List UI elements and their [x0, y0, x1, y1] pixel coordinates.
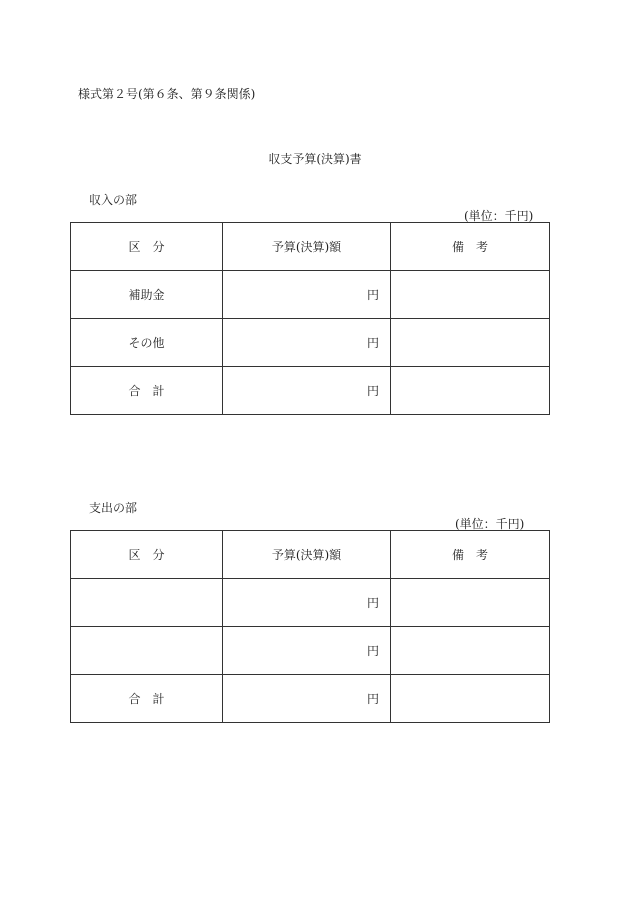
income-row-remarks[interactable] — [391, 271, 550, 319]
income-row-category: 補助金 — [71, 271, 223, 319]
expenditure-row-remarks[interactable] — [391, 675, 550, 723]
expenditure-row — [71, 627, 550, 675]
expenditure-row-category[interactable] — [71, 627, 223, 675]
income-row-remarks[interactable] — [391, 319, 550, 367]
expenditure-table — [70, 530, 550, 723]
expenditure-header-row — [71, 531, 550, 579]
income-row-subsidy — [71, 271, 550, 319]
income-row-amount[interactable] — [223, 319, 391, 367]
income-row-other — [71, 319, 550, 367]
expenditure-section-label: 支出の部 — [89, 501, 138, 515]
income-header-amount: 予算(決算)額 — [223, 223, 391, 271]
expenditure-header-amount: 予算(決算)額 — [223, 531, 391, 579]
income-section-label: 収入の部 — [89, 193, 138, 207]
expenditure-row-amount[interactable] — [223, 579, 391, 627]
yen-unit: 円 — [366, 336, 379, 350]
income-header-remarks: 備 考 — [391, 223, 550, 271]
income-table — [70, 222, 550, 415]
yen-unit: 円 — [366, 596, 379, 610]
document-title: 収支予算(決算)書 — [268, 152, 362, 166]
income-row-total — [71, 367, 550, 415]
expenditure-row-category: 合 計 — [71, 675, 223, 723]
income-row-category: その他 — [71, 319, 223, 367]
expenditure-row-total — [71, 675, 550, 723]
income-unit-label: (単位：千円) — [464, 209, 534, 223]
expenditure-row-category[interactable] — [71, 579, 223, 627]
income-row-amount[interactable] — [223, 367, 391, 415]
income-row-category: 合 計 — [71, 367, 223, 415]
expenditure-header-remarks: 備 考 — [391, 531, 550, 579]
income-row-amount[interactable] — [223, 271, 391, 319]
expenditure-unit-label: (単位：千円) — [455, 517, 525, 531]
expenditure-header-category: 区 分 — [71, 531, 223, 579]
yen-unit: 円 — [366, 384, 379, 398]
yen-unit: 円 — [366, 692, 379, 706]
yen-unit: 円 — [366, 644, 379, 658]
form-number: 様式第２号(第６条、第９条関係) — [78, 87, 256, 101]
yen-unit: 円 — [366, 288, 379, 302]
expenditure-row — [71, 579, 550, 627]
expenditure-row-remarks[interactable] — [391, 579, 550, 627]
expenditure-row-amount[interactable] — [223, 675, 391, 723]
income-row-remarks[interactable] — [391, 367, 550, 415]
income-header-category: 区 分 — [71, 223, 223, 271]
income-header-row — [71, 223, 550, 271]
expenditure-row-amount[interactable] — [223, 627, 391, 675]
expenditure-row-remarks[interactable] — [391, 627, 550, 675]
